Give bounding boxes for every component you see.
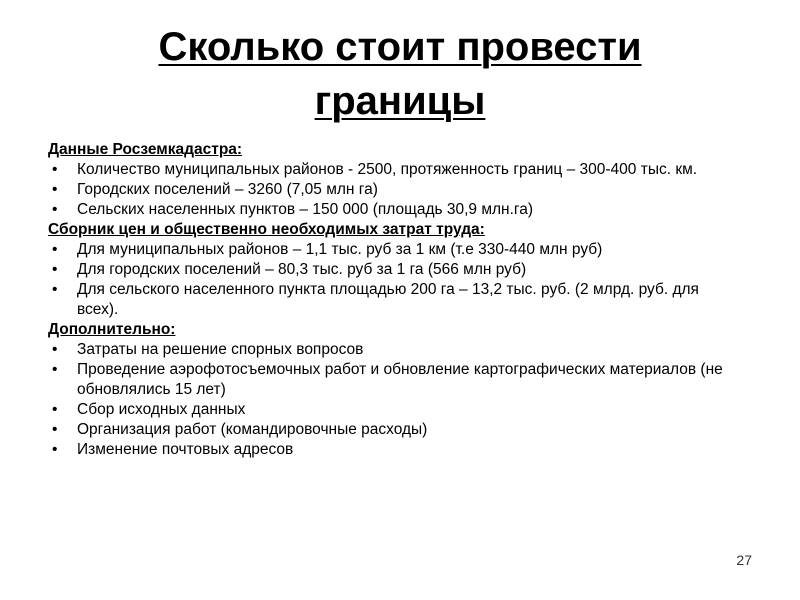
list-item: • Для сельского населенного пункта площадью 200 га – 13,2 тыс. руб. (2 млрд. руб. для всех). bbox=[48, 280, 738, 320]
list-item: • Проведение аэрофотосъемочных работ и обновление картографических материалов (не обновлялись 15 лет) bbox=[48, 360, 738, 400]
list-item: • Для городских поселений – 80,3 тыс. руб за 1 га (566 млн руб) bbox=[48, 260, 738, 280]
list-item: • Сбор исходных данных bbox=[48, 400, 738, 420]
slide-content bbox=[48, 140, 738, 460]
list-item: • Для муниципальных районов – 1,1 тыс. руб за 1 км (т.е 330-440 млн руб) bbox=[48, 240, 738, 260]
list-item: • Изменение почтовых адресов bbox=[48, 440, 738, 460]
list-item: • Сельских населенных пунктов – 150 000 (площадь 30,9 млн.га) bbox=[48, 200, 738, 220]
bullet-list-rosreestr bbox=[48, 160, 738, 220]
bullet-list-additional bbox=[48, 340, 738, 460]
list-item: • Количество муниципальных районов - 2500, протяженность границ – 300-400 тыс. км. bbox=[48, 160, 738, 180]
slide-title-line-2: границы bbox=[314, 79, 486, 123]
list-item: • Организация работ (командировочные расходы) bbox=[48, 420, 738, 440]
list-item: • Затраты на решение спорных вопросов bbox=[48, 340, 738, 360]
section-heading-rosreestr: Данные Росземкадастра: bbox=[48, 141, 243, 158]
list-item: • Городских поселений – 3260 (7,05 млн га) bbox=[48, 180, 738, 200]
section-heading-additional: Дополнительно: bbox=[48, 321, 176, 338]
slide-title bbox=[0, 20, 800, 128]
slide-title-line-1: Сколько стоит провести bbox=[158, 25, 642, 69]
section-heading-prices: Сборник цен и общественно необходимых затрат труда: bbox=[48, 221, 485, 238]
bullet-list-prices bbox=[48, 240, 738, 320]
page-number: 27 bbox=[736, 552, 752, 568]
